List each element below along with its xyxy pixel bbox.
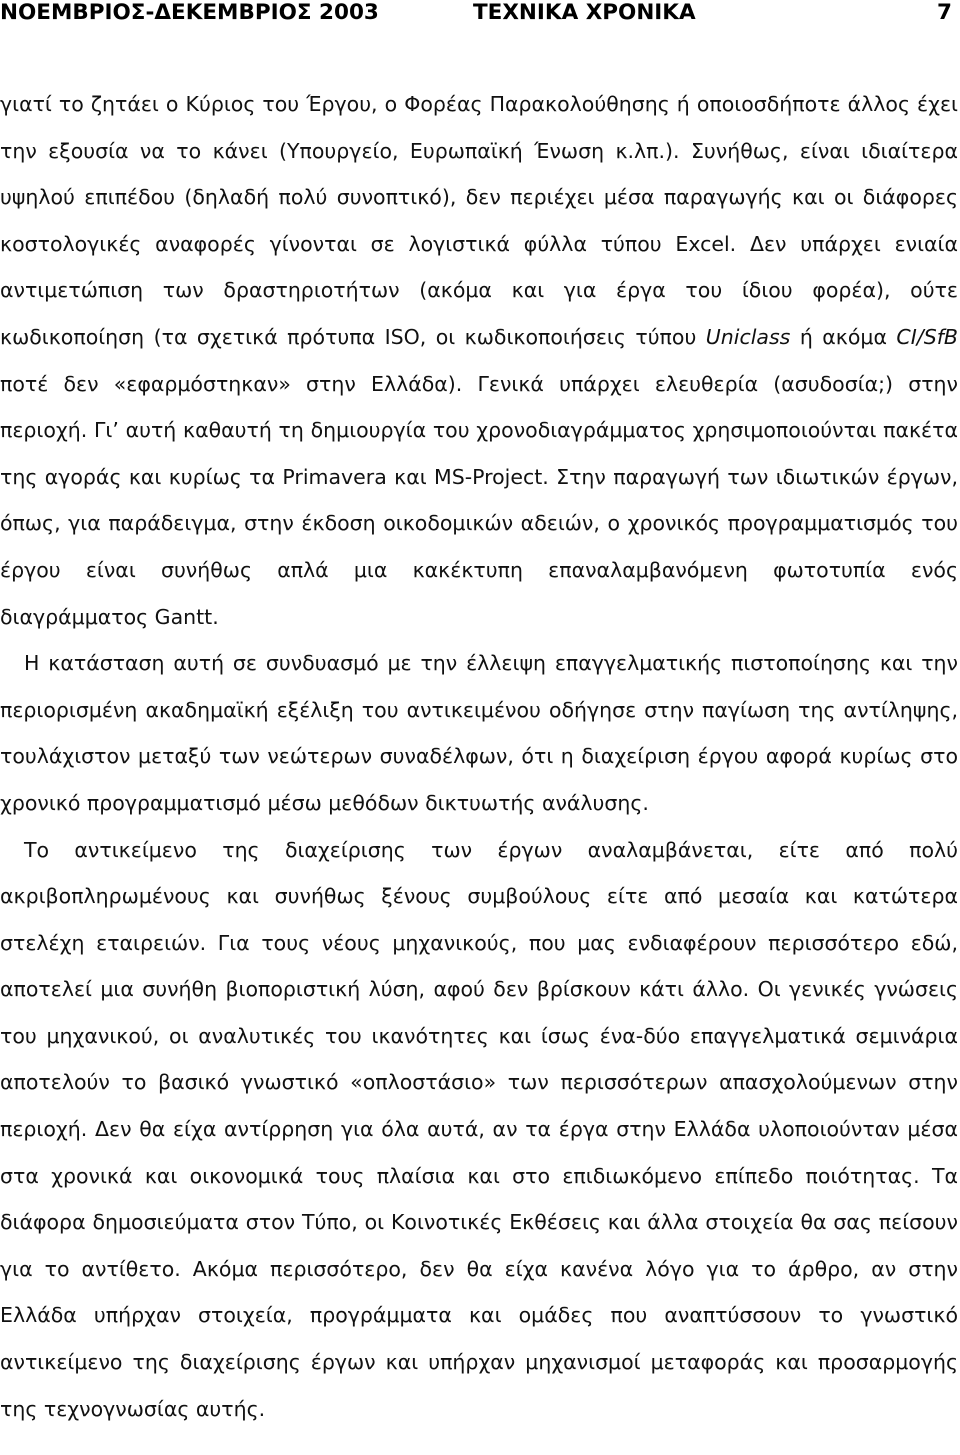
journal-title: ΤΕΧΝΙΚΑ ΧΡΟΝΙΚΑ	[473, 0, 696, 25]
paragraph-text: Η κατάσταση αυτή σε συνδυασμό με την έλλειψη επαγγελματικής πιστοποίησης και την περιορισμένη ακαδημαϊκή εξέλιξη του αντικειμένου οδήγησε στην παγίωση της αντίληψης, τουλάχιστον μεταξύ των νεώτερων συναδέλφων, ότι η διαχείριση έργου αφορά κυρίως στο χρονικό προγραμματισμό μέσω μεθόδων δικτυωτής ανάλυσης.	[0, 651, 958, 815]
italic-term: CI/SfB	[896, 324, 958, 349]
paragraph-text: Το αντικείμενο της διαχείρισης των έργων αναλαμβάνεται, είτε από πολύ ακριβοπληρωμένους και συνήθως ξένους συμβούλους είτε από μεσαία και κατώτερα στελέχη εταιρειών. Για τους νέους μηχανικούς, που μας ενδιαφέρουν περισσότερο εδώ, αποτελεί μια συνήθη βιοποριστική λύση, αφού δεν βρίσκουν κάτι άλλο. Οι γενικές γνώσεις του μηχανικού, οι αναλυτικές του ικανότητες και ίσως ένα-δύο επαγγελματικά σεμινάρια αποτελούν το βασικό γνωστικό «οπλοστάσιο» των περισσότερων απασχολούμενων στην περιοχή. Δεν θα είχα αντίρρηση για όλα αυτά, αν τα έργα στην Ελλάδα υλοποιούνταν μέσα στα χρονικά και οικονομικά τους πλαίσια και στο επιδιωκόμενο επίπεδο ποιότητας. Τα διάφορα δημοσιεύματα στον Τύπο, οι Κοινοτικές Εκθέσεις και άλλα στοιχεία θα σας πείσουν για το αντίθετο. Ακόμα περισσότερο, δεν θα είχα κανένα λόγο για το άρθρο, αν στην Ελλάδα υπήρχαν στοιχεία, προγράμματα και ομάδες που αναπτύσσουν το γνωστικό αντικείμενο της διαχείρισης έργων και υπήρχαν μηχανισμοί μεταφοράς και προσαρμογής της τεχνογνωσίας αυτής.	[0, 837, 958, 1421]
article-body	[0, 81, 958, 1432]
paragraph-text: ή ακόμα	[790, 324, 897, 349]
paragraph	[0, 81, 958, 640]
running-header	[0, 0, 960, 36]
paragraph	[0, 640, 958, 826]
paragraph	[0, 827, 958, 1433]
issue-date: ΝΟΕΜΒΡΙΟΣ-ΔΕΚΕΜΒΡΙΟΣ 2003	[0, 0, 379, 25]
page-number: 7	[937, 0, 952, 25]
paragraph-text: ποτέ δεν «εφαρμόστηκαν» στην Ελλάδα). Γενικά υπάρχει ελευθερία (ασυδοσία;) στην περιοχή. Γι’ αυτή καθαυτή τη δημιουργία του χρονοδιαγράμματος χρησιμοποιούνται πακέτα της αγοράς και κυρίως τα Primavera και MS-Project. Στην παραγωγή των ιδιωτικών έργων, όπως, για παράδειγμα, στην έκδοση οικοδομικών αδειών, ο χρονικός προγραμματισμός του έργου είναι συνήθως απλά μια κακέκτυπη επαναλαμβανόμενη φωτοτυπία ενός διαγράμματος Gantt.	[0, 371, 958, 629]
italic-term: Uniclass	[705, 324, 791, 349]
paragraph-text: γιατί το ζητάει ο Κύριος του Έργου, ο Φορέας Παρακολούθησης ή οποιοσδήποτε άλλος έχει την εξουσία να το κάνει (Υπουργείο, Ευρωπαϊκή Ένωση κ.λπ.). Συνήθως, είναι ιδιαίτερα υψηλού επιπέδου (δηλαδή πολύ συνοπτικό), δεν περιέχει μέσα παραγωγής και οι διάφορες κοστολογικές αναφορές γίνονται σε λογιστικά φύλλα τύπου Excel. Δεν υπάρχει ενιαία αντιμετώπιση των δραστηριοτήτων (ακόμα και για έργα του ίδιου φορέα), ούτε κωδικοποίηση (τα σχετικά πρότυπα ISO, οι κωδικοποιήσεις τύπου	[0, 92, 958, 349]
